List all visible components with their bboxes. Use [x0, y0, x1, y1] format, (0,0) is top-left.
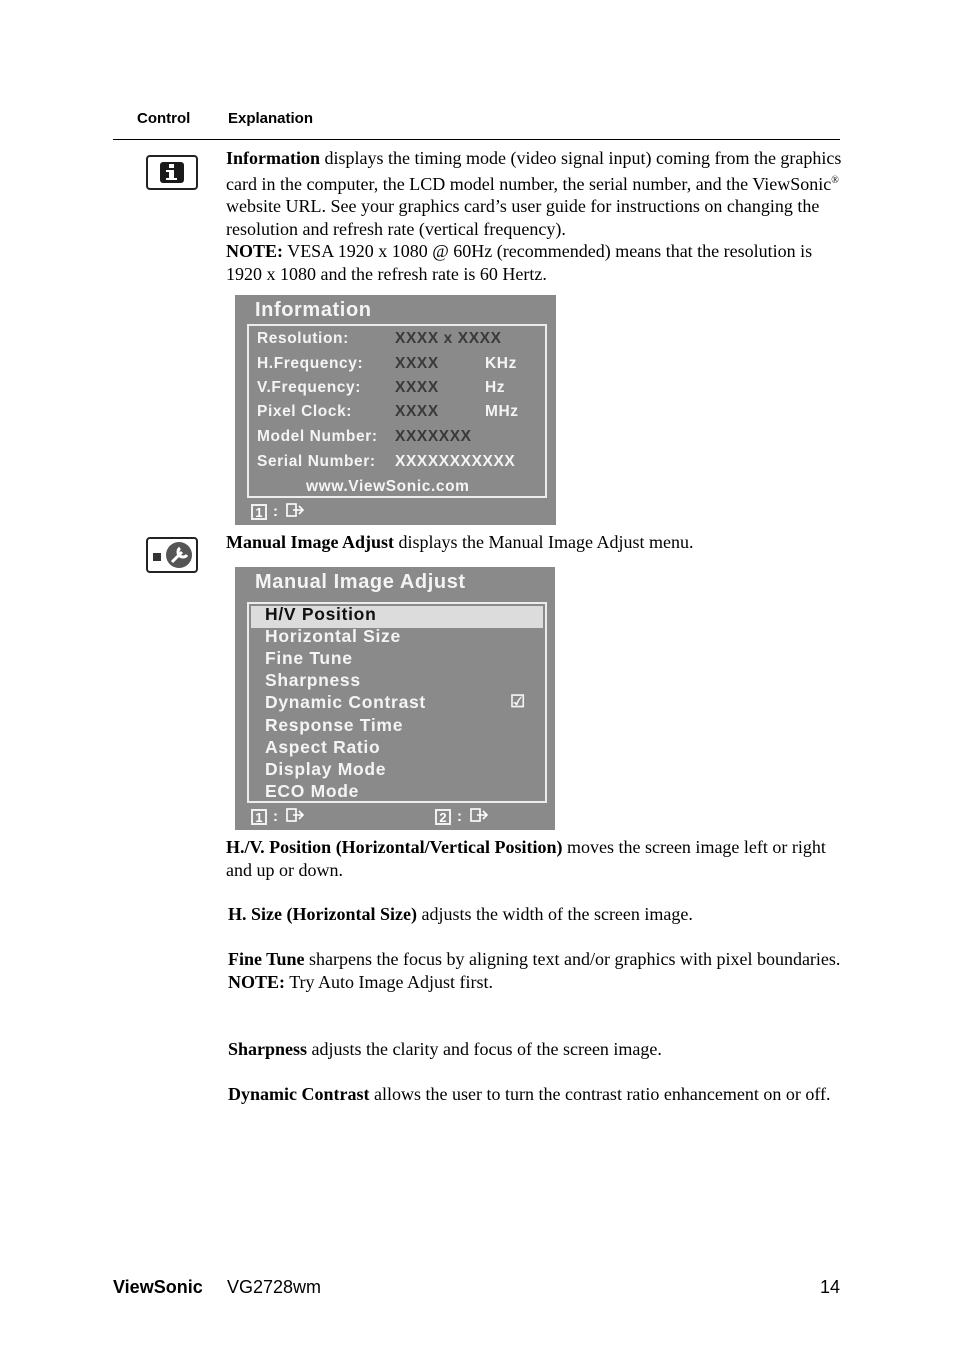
hv-position-text: moves the screen image left or right and up or down. — [226, 837, 826, 880]
osd-row-unit: Hz — [485, 379, 506, 396]
registered-mark: ® — [831, 174, 839, 186]
menu-item-response-time: Response Time — [265, 715, 404, 735]
sharpness-text: adjusts the clarity and focus of the screen image. — [307, 1039, 662, 1059]
manual-image-adjust-icon — [146, 537, 198, 573]
exit-icon — [285, 501, 305, 524]
osd-row-value: XXXX — [395, 355, 439, 372]
osd-row-label: Model Number: — [257, 428, 378, 445]
manual-description — [226, 531, 842, 554]
header-rule — [113, 139, 840, 140]
osd-row-value: XXXX — [395, 379, 439, 396]
osd-title: Manual Image Adjust — [255, 571, 466, 593]
sharpness-description — [228, 1038, 842, 1061]
footer-brand: ViewSonic — [113, 1277, 203, 1297]
h-size-term: H. Size (Horizontal Size) — [228, 904, 417, 924]
key-colon: : — [457, 808, 462, 825]
fine-tune-note-text: Try Auto Image Adjust first. — [285, 971, 494, 992]
key-1-icon: 1 — [251, 504, 267, 520]
osd-row-label: Serial Number: — [257, 453, 376, 470]
column-header-control: Control — [137, 110, 191, 127]
menu-item-horizontal-size: Horizontal Size — [265, 626, 401, 646]
osd-row-label: Pixel Clock: — [257, 403, 353, 420]
menu-item-hv-position: H/V Position — [265, 604, 377, 624]
menu-item-sharpness: Sharpness — [265, 670, 361, 690]
osd-row-value: XXXXXXXXXXX — [395, 453, 516, 470]
information-note-label: NOTE: — [226, 241, 284, 262]
osd-row-value: XXXX — [395, 403, 439, 420]
fine-tune-text: sharpens the focus by aligning text and/or graphics with pixel boundaries. — [304, 949, 841, 969]
information-note-text: VESA 1920 x 1080 @ 60Hz (recommended) means that the resolution is 1920 x 1080 and the refresh rate is 60 Hertz. — [226, 241, 813, 284]
h-size-text: adjusts the width of the screen image. — [416, 904, 693, 924]
manual-term: Manual Image Adjust — [226, 532, 395, 552]
fine-tune-term: Fine Tune — [228, 949, 305, 969]
menu-item-display-mode: Display Mode — [265, 759, 387, 779]
key-colon: : — [273, 503, 278, 520]
osd-row-label: H.Frequency: — [257, 355, 364, 372]
h-size-description — [228, 903, 842, 926]
dynamic-contrast-text: allows the user to turn the contrast ratio enhancement on or off. — [369, 1084, 831, 1104]
manual-image-adjust-osd-screenshot — [235, 567, 555, 830]
information-osd-screenshot — [235, 295, 556, 525]
column-header-explanation: Explanation — [228, 110, 314, 127]
osd-row-value: XXXX x XXXX — [395, 330, 502, 347]
information-icon — [146, 155, 198, 190]
checkbox-checked-icon: ☑ — [510, 692, 526, 711]
manual-text: displays the Manual Image Adjust menu. — [394, 532, 694, 552]
key-colon: : — [273, 808, 278, 825]
information-term: Information — [226, 148, 320, 168]
footer-model: VG2728wm — [227, 1277, 322, 1297]
fine-tune-note-label: NOTE: — [228, 971, 286, 992]
menu-item-dynamic-contrast: Dynamic Contrast — [265, 692, 426, 712]
menu-item-aspect-ratio: Aspect Ratio — [265, 737, 381, 757]
sharpness-term: Sharpness — [228, 1039, 308, 1059]
osd-row-label: Resolution: — [257, 330, 349, 347]
osd-url: www.ViewSonic.com — [306, 478, 470, 495]
menu-item-fine-tune: Fine Tune — [265, 648, 353, 668]
osd-row-unit: KHz — [485, 355, 517, 372]
information-text-1: displays the timing mode (video signal input) coming from the graphics card in the computer, the LCD model number, the serial number, and the ViewSonic — [226, 148, 842, 194]
fine-tune-description — [228, 948, 842, 993]
osd-row-label: V.Frequency: — [257, 379, 361, 396]
enter-icon — [469, 806, 489, 829]
key-1-icon: 1 — [251, 809, 267, 825]
hv-position-term: H./V. Position (Horizontal/Vertical Position) — [226, 837, 563, 857]
information-text-2: website URL. See your graphics card’s user guide for instructions on changing the resolution and refresh rate (vertical frequency). — [226, 196, 820, 239]
osd-row-unit: MHz — [485, 403, 519, 420]
hv-position-description — [226, 836, 842, 881]
menu-item-eco-mode: ECO Mode — [265, 781, 360, 801]
information-description — [226, 147, 842, 286]
osd-title: Information — [255, 299, 372, 321]
key-2-icon: 2 — [435, 809, 451, 825]
exit-icon — [285, 806, 305, 829]
dynamic-contrast-term: Dynamic Contrast — [228, 1084, 370, 1104]
osd-row-value: XXXXXXX — [395, 428, 472, 445]
dynamic-contrast-description — [228, 1083, 842, 1106]
page-number: 14 — [820, 1277, 841, 1297]
